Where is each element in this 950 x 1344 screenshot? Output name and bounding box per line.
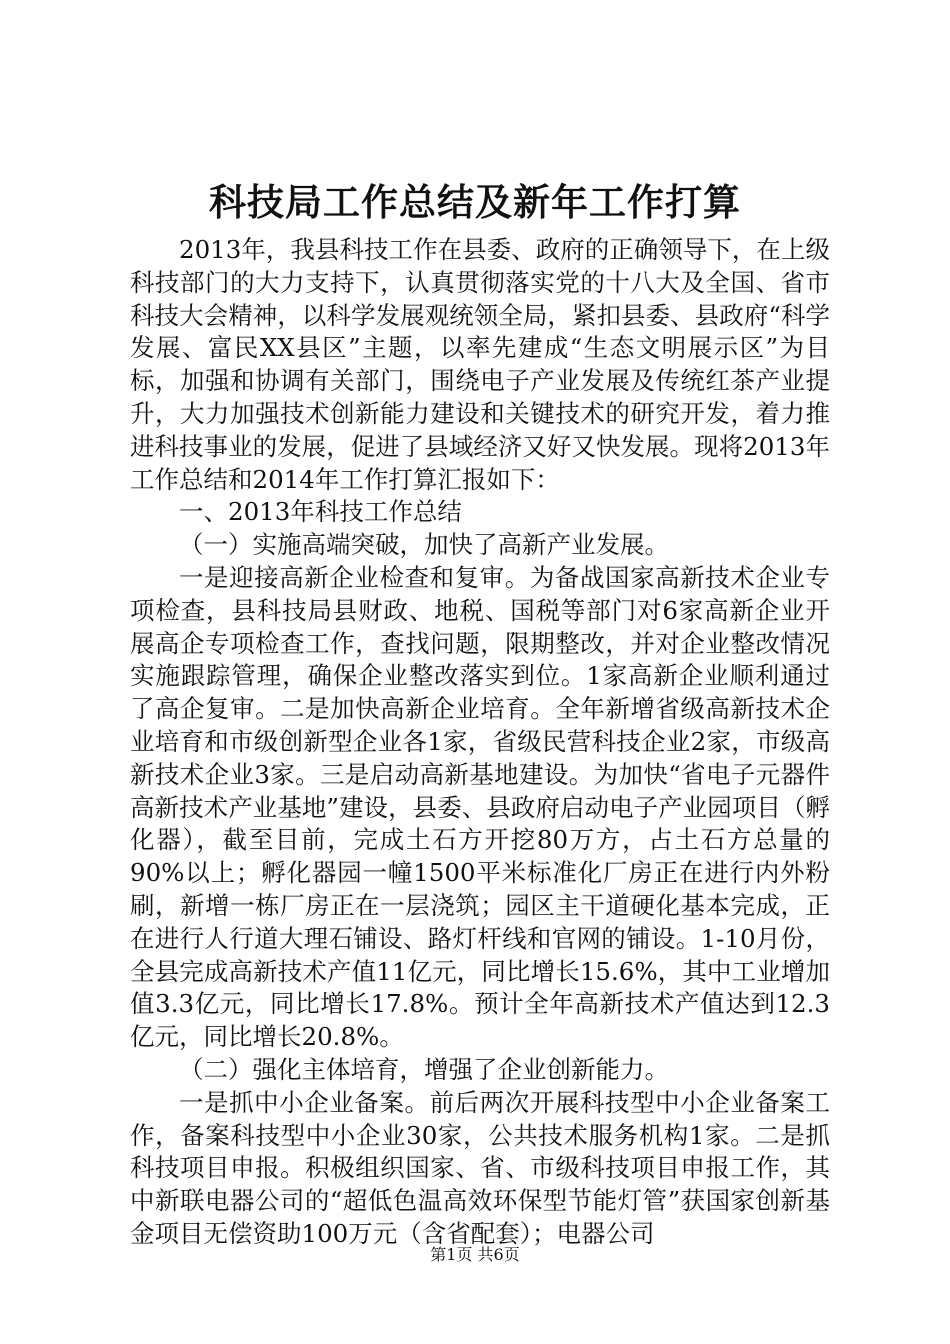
paragraph-enterprise: 一是抓中小企业备案。前后两次开展科技型中小企业备案工作，备案科技型中小企业30家，公共技术服务机构1家。二是抓科技项目申报。积极组织国家、省、市级科技项目申报工作，其中新联电器公司的“超低色温高效环保型节能灯管”获国家创新基金项目无偿资助100万元（含省配套）；电器公司	[130, 1087, 830, 1248]
subsection-heading-1: （一）实施高端突破，加快了高新产业发展。	[179, 530, 669, 560]
subsection-heading-2: （二）强化主体培育，增强了企业创新能力。	[179, 1054, 669, 1084]
page-number: 第1页 共6页	[430, 1245, 520, 1264]
document-title: 科技局工作总结及新年工作打算	[209, 180, 741, 224]
paragraph-high-tech: 一是迎接高新企业检查和复审。为备战国家高新技术企业专项检查，县科技局县财政、地税、国税等部门对6家高新企业开展高企专项检查工作，查找问题，限期整改，并对企业整改情况实施跟踪管理，确保企业整改落实到位。1家高新企业顺利通过了高企复审。二是加快高新企业培育。全年新增省级高新技术企业培育和市级创新型企业各1家，省级民营科技企业2家，市级高新技术企业3家。三是启动高新基地建设。为加快“省电子元器件高新技术产业基地”建设，县委、县政府启动电子产业园项目（孵化器），截至目前，完成土石方开挖80万方，占土石方总量的90%以上；孵化器园一幢1500平米标准化厂房正在进行内外粉刷，新增一栋厂房正在一层浇筑；园区主干道硬化基本完成，正在进行人行道大理石铺设、路灯杆线和官网的铺设。1-10月份，全县完成高新技术产值11亿元，同比增长15.6%，其中工业增加值3.3亿元，同比增长17.8%。预计全年高新技术产值达到12.3亿元，同比增长20.8%。	[130, 562, 830, 1052]
section-heading: 一、2013年科技工作总结	[179, 497, 462, 527]
document-body	[130, 234, 830, 1251]
paragraph-intro: 2013年，我县科技工作在县委、政府的正确领导下，在上级科技部门的大力支持下，认真贯彻落实党的十八大及全国、省市科技大会精神，以科学发展观统领全局，紧扣县委、县政府“科学发展、富民XX县区”主题，以率先建成“生态文明展示区”为目标，加强和协调有关部门，围绕电子产业发展及传统红茶产业提升，大力加强技术创新能力建设和关键技术的研究开发，着力推进科技事业的发展，促进了县域经济又好又快发展。现将2013年工作总结和2014年工作打算汇报如下：	[130, 235, 830, 494]
